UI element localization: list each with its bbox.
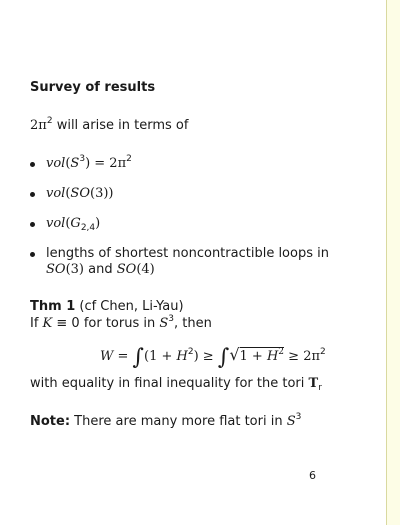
page-edge-strip — [387, 0, 400, 525]
page-number: 6 — [309, 469, 316, 482]
bullet-dot-icon — [30, 222, 35, 227]
bullet-dot-icon — [30, 162, 35, 167]
theorem-formula: $W = \int(1 + H^2) \ge \int√1 + H^2 \ge 2\pi^2$ — [100, 345, 326, 370]
note-line: Note: There are many more flat tori in $S^3$ — [30, 412, 302, 429]
bullet-line: SO(3) and SO(4) — [46, 262, 155, 277]
theorem-cite: (cf Chen, Li-Yau) — [75, 299, 184, 314]
intro-line — [30, 118, 188, 134]
bullet-dot-icon — [30, 192, 35, 197]
integral-sign: ∫ — [217, 345, 230, 370]
bullet-item: $vol(G_{2,4})$ — [30, 216, 370, 232]
bullet-list — [30, 156, 370, 278]
square-root: $√1 + H^2$ — [229, 345, 285, 364]
theorem-label: Thm 1 — [30, 299, 76, 314]
bullet-item: $vol(S^3) = 2\pi^2$ — [30, 156, 370, 172]
intro-exponent: 2 — [46, 116, 53, 126]
bullet-line: lengths of shortest noncontractible loops in — [46, 246, 329, 261]
integral-sign: ∫ — [132, 345, 145, 370]
theorem-statement: If K ≡ 0 for torus in $S^3$, then — [30, 314, 212, 331]
bullet-item — [30, 246, 370, 278]
intro-math: 2π — [30, 118, 47, 133]
bullet-dot-icon — [30, 252, 35, 257]
theorem-title — [30, 299, 184, 315]
intro-text: will arise in terms of — [52, 118, 189, 133]
section-heading: Survey of results — [30, 80, 156, 95]
note-label: Note: — [30, 414, 71, 429]
equality-line: with equality in final inequality for the tori $T_r$ — [30, 376, 322, 393]
bullet-item: vol(SO(3)) — [30, 186, 370, 202]
